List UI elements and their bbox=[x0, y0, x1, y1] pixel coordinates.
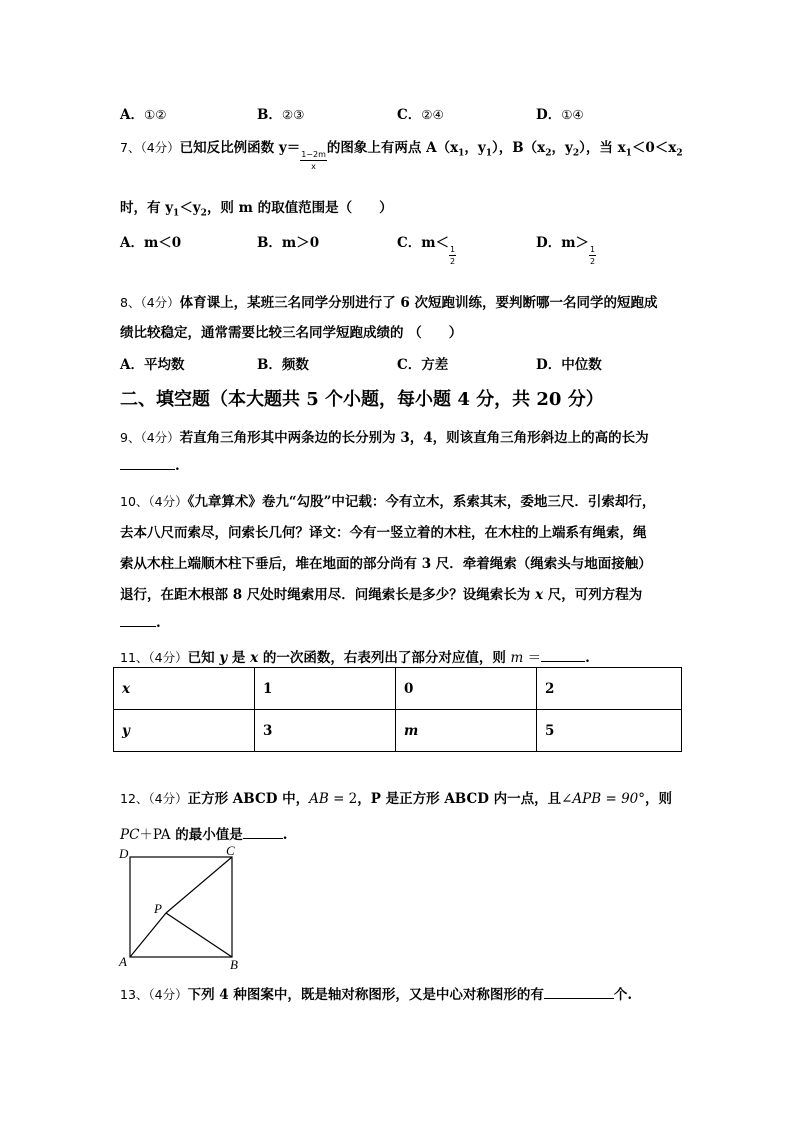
q7-half-fraction-c: $\frac{1}{2}$ bbox=[450, 244, 456, 266]
q10-answer-line: . bbox=[120, 614, 161, 631]
table-cell: 5 bbox=[537, 710, 682, 752]
q11-value-table bbox=[113, 667, 682, 752]
section-2-heading: 二、填空题（本大题共 5 个小题，每小题 4 分，共 20 分） bbox=[120, 389, 604, 410]
q8-option-b: B．频数 bbox=[257, 357, 309, 373]
q10-stem-line2: 去本八尺而索尽，问索长几何？译文：今有一竖立着的木柱，在木柱的上端系有绳索，绳 bbox=[120, 525, 647, 541]
label-b: B bbox=[230, 957, 238, 972]
q9-answer-line: . bbox=[120, 457, 180, 474]
q8-option-d: D．中位数 bbox=[536, 357, 602, 373]
label-a: A bbox=[119, 954, 127, 969]
table-cell: x bbox=[114, 668, 255, 710]
q12-square-figure bbox=[114, 843, 246, 973]
q11-answer-blank[interactable] bbox=[541, 649, 585, 662]
label-d: D bbox=[119, 846, 129, 861]
label-c: C bbox=[226, 843, 235, 858]
table-cell: m bbox=[396, 710, 537, 752]
table-cell: 2 bbox=[537, 668, 682, 710]
q6-option-d: D．①④ bbox=[536, 107, 584, 123]
q7-stem-line1: 7、（4分）已知反比例函数 y＝ $\frac{1-2m}{x}$ 的图象上有两点 $A(x_1$，$y_1$），$B(x_2$，$y_2$），当 $x_1<0<x_2$ bbox=[120, 140, 683, 171]
q7-option-b: B．m＞0 bbox=[257, 235, 320, 251]
q13-answer-blank[interactable] bbox=[544, 986, 614, 999]
q8-option-c: C．方差 bbox=[397, 357, 449, 373]
q7-option-d: D．m＞ $\frac{1}{2}$ bbox=[536, 235, 596, 266]
q6-option-a: A．①② bbox=[120, 107, 167, 123]
q8-stem-line1: 8、（4分）体育课上，某班三名同学分别进行了 6 次短跑训练，要判断哪一名同学的短跑成 bbox=[120, 295, 658, 311]
q12-stem-line2: PC＋PA 的最小值是 . bbox=[120, 827, 288, 843]
q10-answer-blank[interactable] bbox=[120, 614, 156, 627]
segment-pa bbox=[130, 913, 166, 957]
q6-option-b: B．②③ bbox=[257, 107, 305, 123]
segment-pb bbox=[166, 913, 232, 957]
table-row bbox=[114, 710, 682, 752]
table-row bbox=[114, 668, 682, 710]
q13-stem: 13、（4分）下列 4 种图案中，既是轴对称图形，又是中心对称图形的有 个. bbox=[120, 987, 633, 1003]
q12-answer-blank[interactable] bbox=[243, 826, 283, 839]
q10-stem-line3: 索从木柱上端顺木柱下垂后，堆在地面的部分尚有 3 尺．牵着绳索（绳索头与地面接触） bbox=[120, 556, 652, 572]
q10-stem-line4: 退行，在距木根部 8 尺处时绳索用尽．问绳索长是多少？设绳索长为 x 尺，可列方程为 bbox=[120, 587, 643, 603]
q7-stem-line2: 时，有 $y_1<y_2$，则 m 的取值范围是（ ） bbox=[120, 200, 393, 219]
q6-option-c: C．②④ bbox=[397, 107, 444, 123]
q7-option-a: A．m＜0 bbox=[120, 235, 182, 251]
segment-pc bbox=[166, 857, 232, 913]
q9-stem: 9、（4分）若直角三角形其中两条边的长分别为 3，4，则该直角三角形斜边上的高的长为 bbox=[120, 430, 649, 446]
q10-stem-line1: 10、（4分）《九章算术》卷九“勾股”中记载：今有立木，系索其末，委地三尺．引索却行， bbox=[120, 494, 656, 510]
square-abcd bbox=[130, 857, 232, 957]
label-p: P bbox=[154, 901, 162, 916]
q8-option-a: A．平均数 bbox=[120, 357, 185, 373]
q7-option-c: C．m＜ $\frac{1}{2}$ bbox=[397, 235, 456, 266]
q7-fraction: $\frac{1-2m}{x}$ bbox=[301, 149, 326, 171]
table-cell: 3 bbox=[255, 710, 396, 752]
table-cell: y bbox=[114, 710, 255, 752]
q9-answer-blank[interactable] bbox=[120, 457, 175, 470]
q12-stem-line1: 12、（4分）正方形 ABCD 中，AB = 2，P 是正方形 ABCD 内一点，且∠APB = 90°，则 bbox=[120, 791, 672, 807]
q7-half-fraction-d: $\frac{1}{2}$ bbox=[590, 244, 596, 266]
table-cell: 0 bbox=[396, 668, 537, 710]
q11-stem: 11、（4分）已知 y 是 x 的一次函数，右表列出了部分对应值，则 m ＝ . bbox=[120, 650, 590, 666]
table-cell: 1 bbox=[255, 668, 396, 710]
q8-stem-line2: 绩比较稳定，通常需要比较三名同学短跑成绩的 （ ） bbox=[120, 325, 463, 341]
